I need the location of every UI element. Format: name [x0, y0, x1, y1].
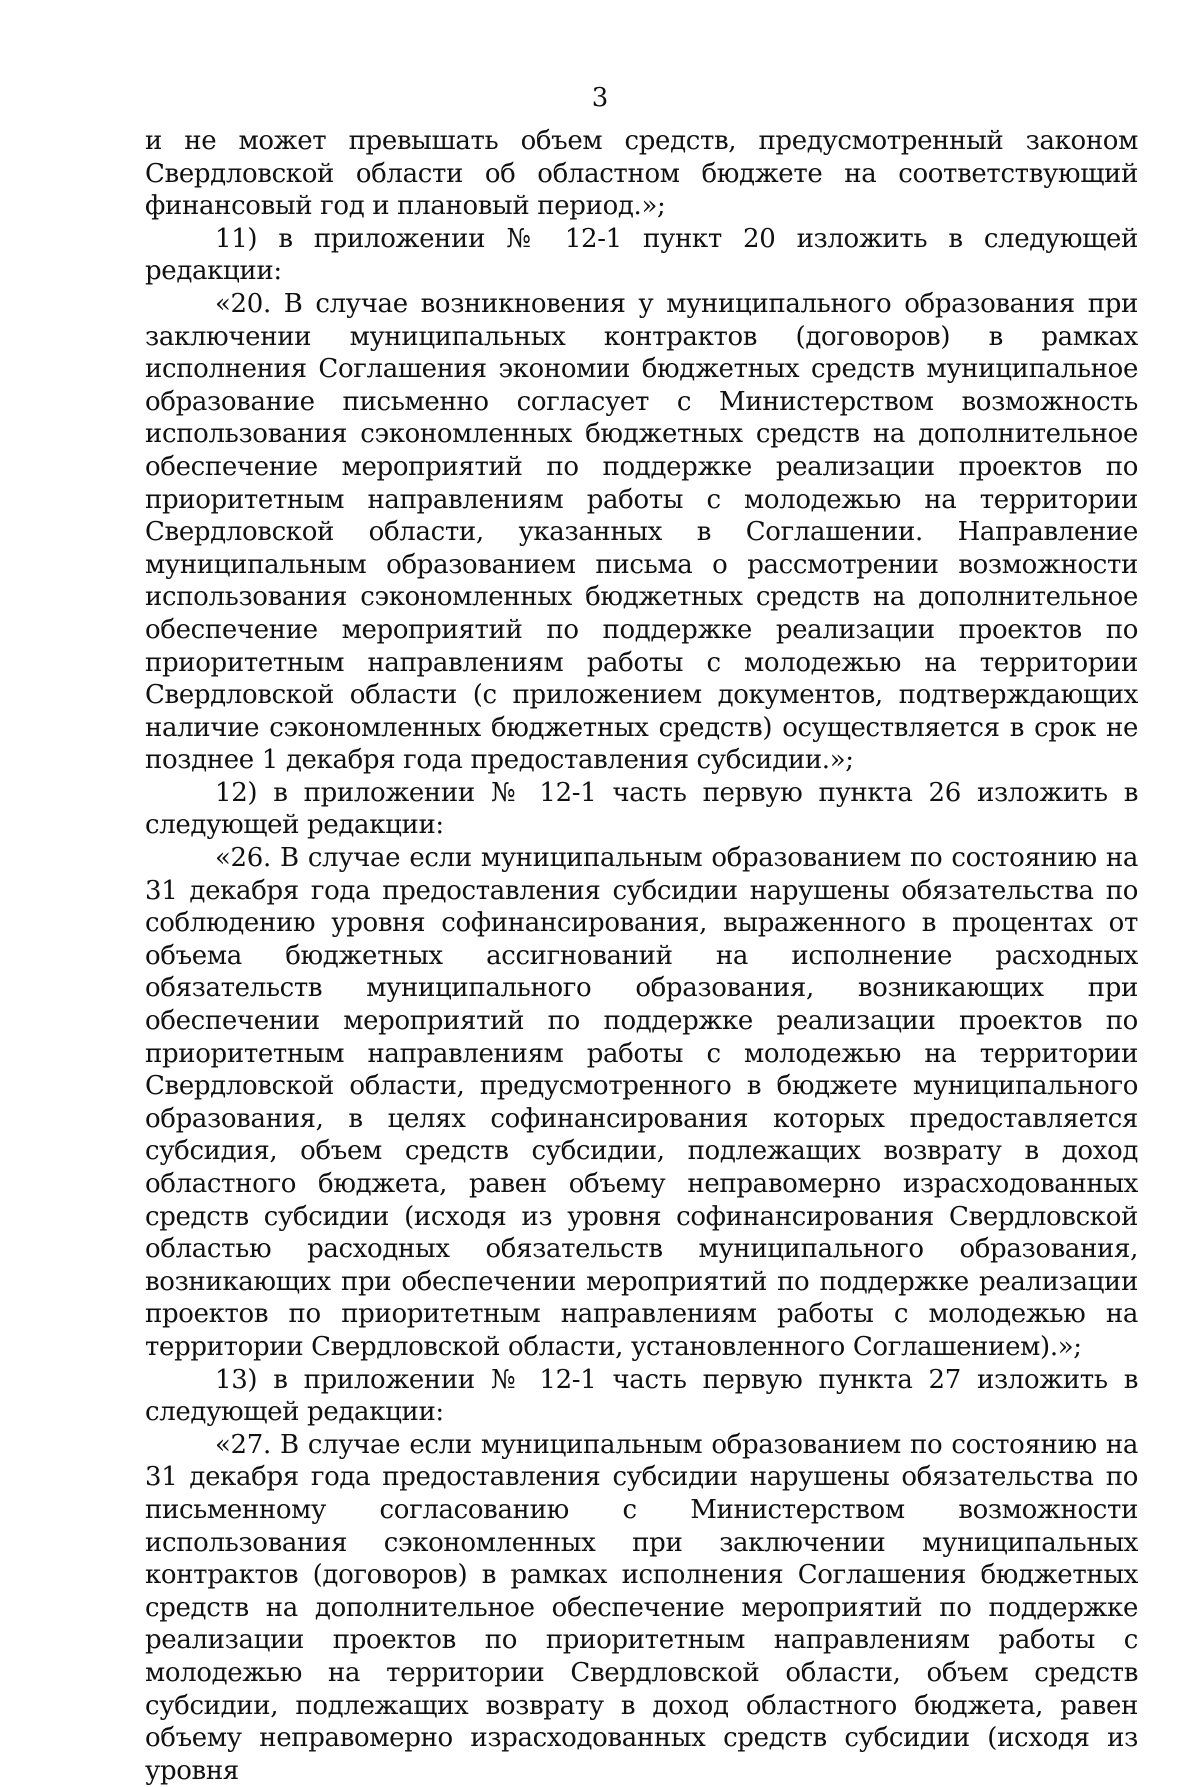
paragraph-item-11: 11) в приложении № 12-1 пункт 20 изложить в следующей редакции: — [145, 223, 1138, 287]
paragraph-continuation: и не может превышать объем средств, предусмотренный законом Свердловской области об областном бюджете на соответствующий финансовый год и плановый период.»; — [145, 126, 1138, 222]
paragraph-item-12: 12) в приложении № 12-1 часть первую пункта 26 изложить в следующей редакции: — [145, 777, 1138, 841]
paragraph-clause-26: «26. В случае если муниципальным образованием по состоянию на 31 декабря года предоставления субсидии нарушены обязательства по соблюдению уровня софинансирования, выраженного в процентах от объема бюджетных ассигнований на исполнение расходных обязательств муниципального образования, возникающих при обеспечении мероприятий по поддержке реализации проектов по приоритетным направлениям работы с молодежью на территории Свердловской области, предусмотренного в бюджете муниципального образования, в целях софинансирования которых предоставляется субсидия, объем средств субсидии, подлежащих возврату в доход областного бюджета, равен объему неправомерно израсходованных средств субсидии (исходя из уровня софинансирования Свердловской областью расходных обязательств муниципального образования, возникающих при обеспечении мероприятий по поддержке реализации проектов по приоритетным направлениям работы с молодежью на территории Свердловской области, установленного Соглашением).»; — [145, 843, 1138, 1362]
document-body — [145, 125, 1138, 1787]
paragraph-item-13: 13) в приложении № 12-1 часть первую пункта 27 изложить в следующей редакции: — [145, 1364, 1138, 1428]
page-number: 3 — [591, 83, 609, 113]
paragraph-clause-27: «27. В случае если муниципальным образованием по состоянию на 31 декабря года предоставления субсидии нарушены обязательства по письменному согласованию с Министерством возможности использования сэкономленных при заключении муниципальных контрактов (договоров) в рамках исполнения Соглашения бюджетных средств на дополнительное обеспечение мероприятий по поддержке реализации проектов по приоритетным направлениям работы с молодежью на территории Свердловской области, объем средств субсидии, подлежащих возврату в доход областного бюджета, равен объему неправомерно израсходованных средств субсидии (исходя из уровня — [145, 1429, 1138, 1786]
paragraph-clause-20: «20. В случае возникновения у муниципального образования при заключении муниципальных контрактов (договоров) в рамках исполнения Соглашения экономии бюджетных средств муниципальное образование письменно согласует с Министерством возможность использования сэкономленных бюджетных средств на дополнительное обеспечение мероприятий по поддержке реализации проектов по приоритетным направлениям работы с молодежью на территории Свердловской области, указанных в Соглашении. Направление муниципальным образованием письма о рассмотрении возможности использования сэкономленных бюджетных средств на дополнительное обеспечение мероприятий по поддержке реализации проектов по приоритетным направлениям работы с молодежью на территории Свердловской области (с приложением документов, подтверждающих наличие сэкономленных бюджетных средств) осуществляется в срок не позднее 1 декабря года предоставления субсидии.»; — [145, 288, 1138, 776]
